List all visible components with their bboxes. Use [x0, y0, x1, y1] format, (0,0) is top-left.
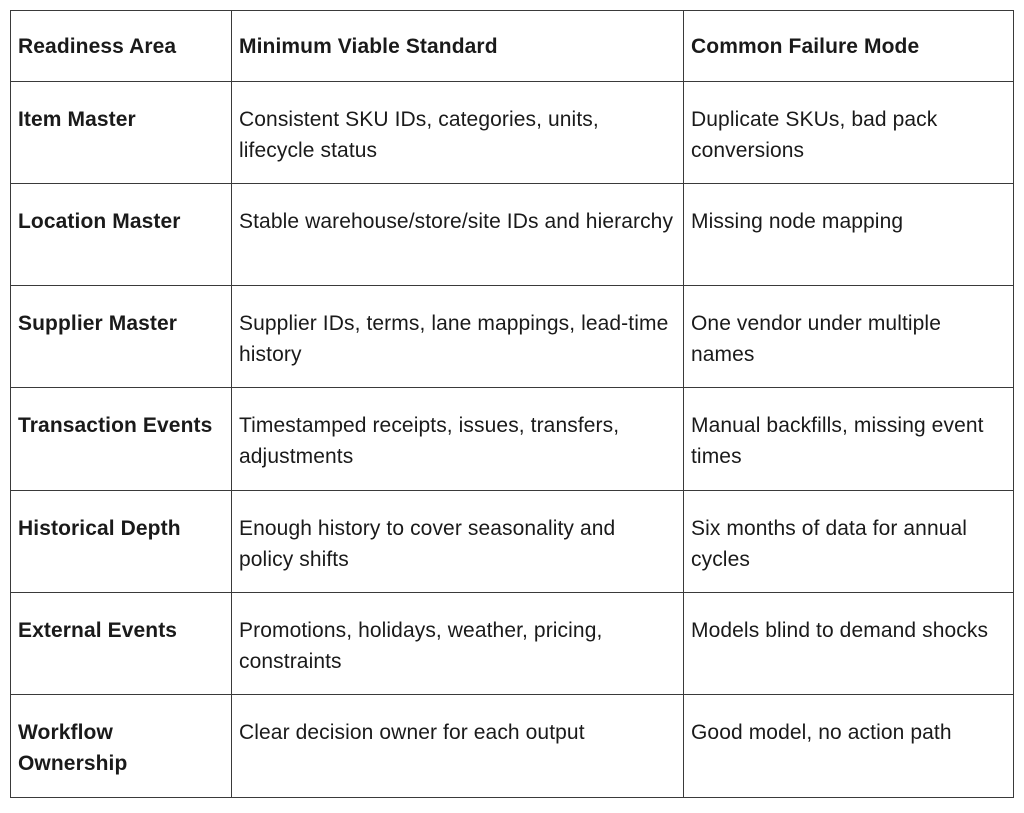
failure-mode-cell: Manual backfills, missing event times — [684, 388, 1014, 490]
table-row — [11, 184, 1014, 286]
minimum-standard-cell: Enough history to cover seasonality and policy shifts — [232, 490, 684, 592]
table-row — [11, 388, 1014, 490]
table-row — [11, 694, 1014, 797]
readiness-table — [10, 10, 1014, 798]
readiness-table-container — [10, 10, 1013, 798]
failure-mode-cell: Missing node mapping — [684, 184, 1014, 286]
readiness-area-cell: Location Master — [11, 184, 232, 286]
header-readiness-area: Readiness Area — [11, 11, 232, 82]
table-header — [11, 11, 1014, 82]
table-body — [11, 82, 1014, 798]
header-minimum-viable-standard: Minimum Viable Standard — [232, 11, 684, 82]
failure-mode-cell: Models blind to demand shocks — [684, 592, 1014, 694]
table-row — [11, 82, 1014, 184]
table-row — [11, 286, 1014, 388]
failure-mode-cell: Six months of data for annual cycles — [684, 490, 1014, 592]
readiness-area-cell: Historical Depth — [11, 490, 232, 592]
minimum-standard-cell: Consistent SKU IDs, categories, units, lifecycle status — [232, 82, 684, 184]
minimum-standard-cell: Stable warehouse/store/site IDs and hierarchy — [232, 184, 684, 286]
readiness-area-cell: Transaction Events — [11, 388, 232, 490]
minimum-standard-cell: Supplier IDs, terms, lane mappings, lead-time history — [232, 286, 684, 388]
readiness-area-cell: Supplier Master — [11, 286, 232, 388]
readiness-area-cell: Workflow Ownership — [11, 694, 232, 797]
failure-mode-cell: Good model, no action path — [684, 694, 1014, 797]
header-row — [11, 11, 1014, 82]
readiness-area-cell: Item Master — [11, 82, 232, 184]
table-row — [11, 592, 1014, 694]
minimum-standard-cell: Clear decision owner for each output — [232, 694, 684, 797]
minimum-standard-cell: Timestamped receipts, issues, transfers, adjustments — [232, 388, 684, 490]
failure-mode-cell: One vendor under multiple names — [684, 286, 1014, 388]
failure-mode-cell: Duplicate SKUs, bad pack conversions — [684, 82, 1014, 184]
minimum-standard-cell: Promotions, holidays, weather, pricing, constraints — [232, 592, 684, 694]
table-row — [11, 490, 1014, 592]
header-common-failure-mode: Common Failure Mode — [684, 11, 1014, 82]
readiness-area-cell: External Events — [11, 592, 232, 694]
